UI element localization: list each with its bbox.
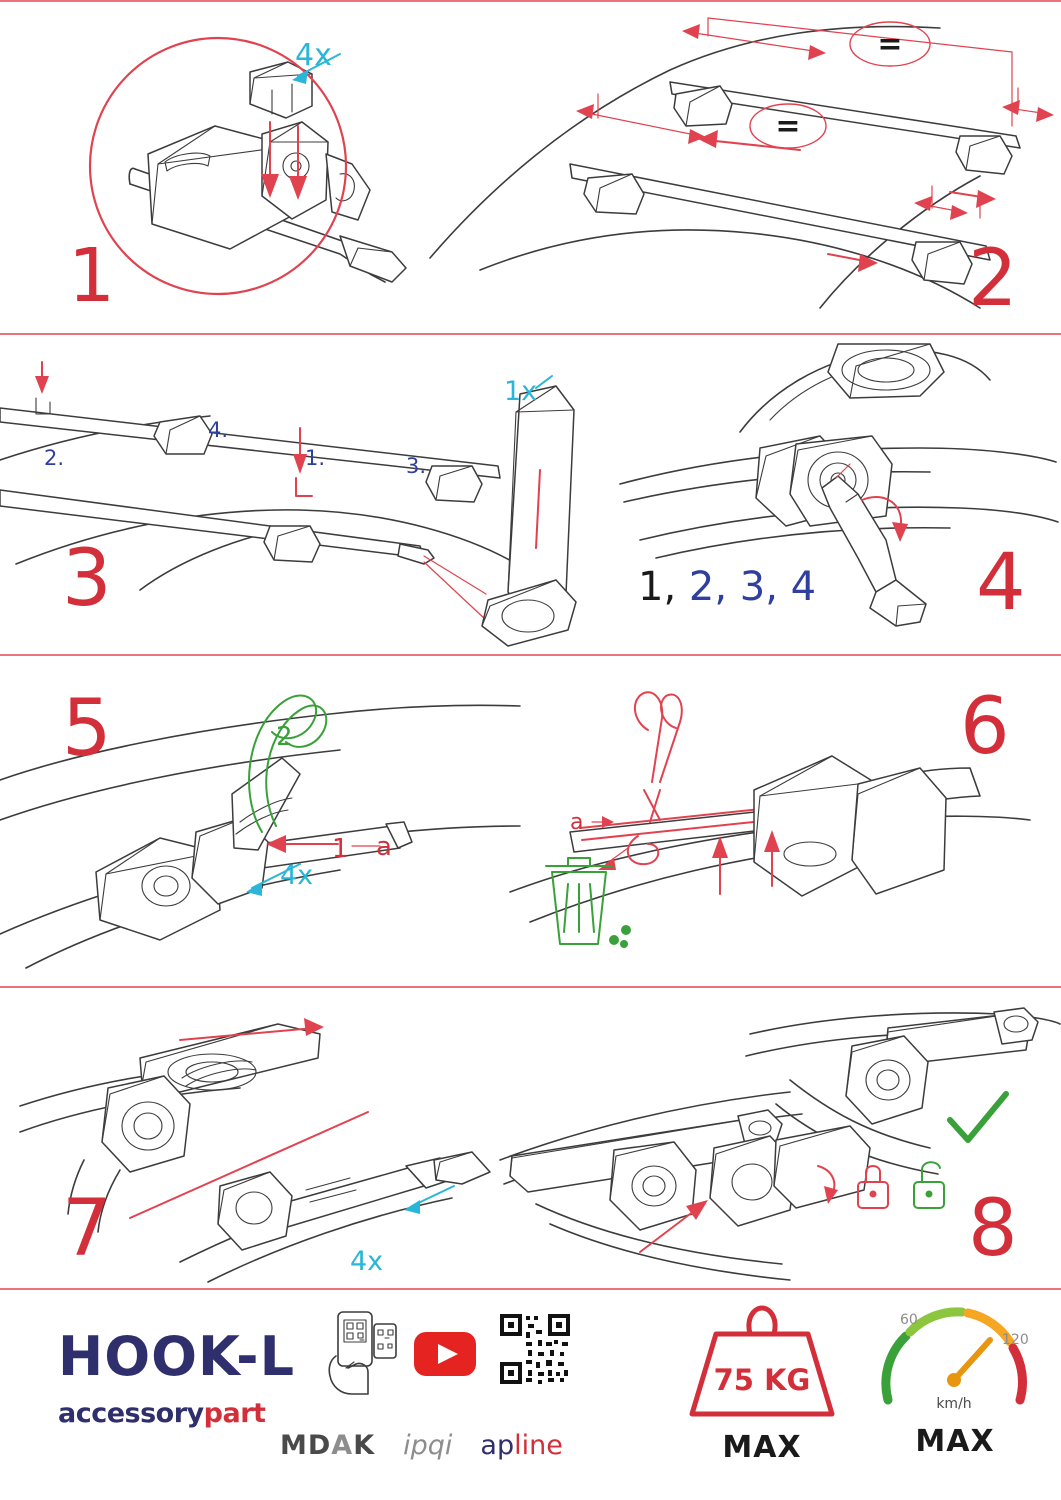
step-3-qty-label: 1x	[504, 376, 538, 407]
step-5-panel	[0, 672, 520, 982]
step-8-panel	[490, 1000, 1060, 1285]
divider-top	[0, 0, 1061, 2]
brand-block	[58, 1325, 295, 1429]
step-4-number: 4	[976, 538, 1024, 628]
product-name: HOOK-L	[58, 1325, 295, 1388]
divider-1	[0, 333, 1061, 335]
qr-code-icon[interactable]	[498, 1312, 572, 1386]
step-4-seq-2: 2,	[688, 564, 728, 610]
step-1-qty-label: 4x	[295, 38, 332, 73]
brand-tagline-part: part	[203, 1398, 266, 1429]
partner-ipqi: ipqi	[403, 1430, 453, 1461]
step-3-label-3: 3.	[406, 454, 427, 478]
brand-tagline	[58, 1398, 295, 1429]
svg-text:=: =	[775, 109, 801, 144]
step-4-seq-3: 3,	[739, 564, 778, 610]
step-5-qty-label: 4x	[280, 860, 314, 891]
step-7-qty-label: 4x	[350, 1246, 384, 1277]
step-8-number: 8	[968, 1184, 1016, 1274]
step-2-number: 2	[968, 234, 1016, 324]
step-6-number: 6	[960, 682, 1008, 772]
divider-2	[0, 654, 1061, 656]
max-load-label: MAX	[722, 1430, 802, 1465]
step-3-label-2: 2.	[44, 446, 65, 470]
gauge-tick-120: 120	[1002, 1332, 1029, 1348]
svg-text:=: =	[877, 27, 903, 62]
max-load-value: 75 KG	[713, 1363, 811, 1397]
step-3-panel	[0, 350, 620, 650]
step-5-label-a: a	[376, 832, 392, 862]
footer	[0, 1290, 1061, 1500]
step-4-seq-4: 4	[790, 564, 817, 610]
step-3-number: 3	[62, 534, 110, 624]
partner-apline: apline	[480, 1430, 563, 1461]
brand-tagline-accessory: accessory	[58, 1398, 204, 1429]
step-6-panel	[510, 672, 1060, 982]
step-4-panel	[600, 344, 1060, 649]
step-7-number: 7	[62, 1184, 110, 1274]
qr-scan-phone-icon[interactable]	[318, 1310, 398, 1396]
step-5-label-2: 2	[276, 722, 293, 752]
speedometer-icon	[870, 1296, 1040, 1420]
max-speed-label: MAX	[915, 1424, 995, 1459]
step-3-label-1: 1.	[305, 446, 326, 470]
max-speed-block	[870, 1296, 1040, 1459]
youtube-icon[interactable]	[414, 1332, 476, 1376]
gauge-tick-60: 60	[900, 1312, 918, 1328]
max-load-block	[672, 1300, 852, 1465]
step-5-number: 5	[62, 684, 110, 774]
step-4-seq-1: 1,	[638, 564, 677, 610]
step-4-sequence	[638, 564, 816, 610]
partner-logos	[280, 1430, 563, 1461]
step-2-panel	[420, 8, 1060, 328]
step-6-label-a: a	[570, 810, 584, 835]
step-1-number: 1	[68, 233, 114, 319]
step-5-label-1: 1	[332, 834, 349, 864]
step-7-panel	[20, 1000, 520, 1285]
step-2-illustration	[420, 8, 1060, 328]
step-3-label-4: 4.	[208, 418, 229, 442]
gauge-unit: km/h	[936, 1396, 972, 1412]
partner-mdak: MDAK	[280, 1430, 376, 1461]
divider-3	[0, 986, 1061, 988]
weight-icon	[672, 1300, 852, 1422]
